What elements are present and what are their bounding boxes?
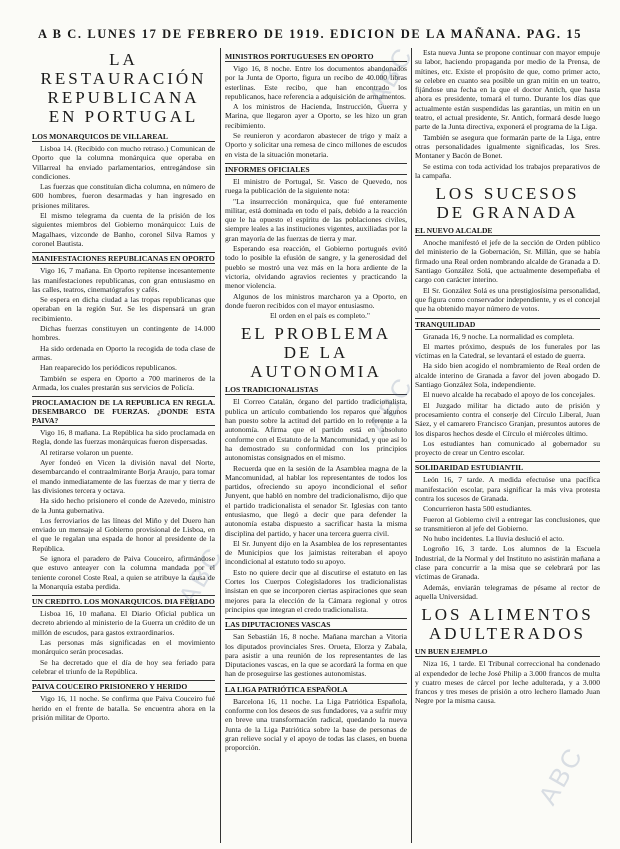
paragraph: Esperando esa reacción, el Gobierno portugués evitó todo lo posible la efusión de sangre, y la generosidad del pueblo se mostró una vez más en la hora ardiente de la victoria, olvidando agravios recientes y practicando la menor violencia. xyxy=(225,244,407,291)
column-1 xyxy=(32,48,215,843)
section-heading: LAS DIPUTACIONES VASCAS xyxy=(225,618,407,630)
section-heading: MANIFESTACIONES REPUBLICANAS EN OPORTO xyxy=(32,254,215,264)
paragraph: Vigo 16, 7 mañana. En Oporto repitense incesantemente las manifestaciones republicanas, con gran entusiasmo en las calles, teatros, cinematógrafos y cafés. xyxy=(32,266,215,294)
paragraph: Se ignora el paradero de Paiva Couceiro, afirmándose que estuvo anteayer con la columna mandada por el teniente coronel Coste Real, a quien se atribuye la causa de la Monarquía estaba perdida. xyxy=(32,553,215,591)
paragraph: Recuerda que en la sesión de la Asamblea magna de la Mancomunidad, al hablar los representantes de todos los partidos, ofreciendo su apoyo incondicional el señor Junyent, que habló en nombre del tradicionalismo, dijo que el partido tradicionalista el senador Sr. Iglesias con tanto entusiasmo, que llegó a decir que para defender la autonomía estaba dispuesto a sacrificar hasta la misma disciplina del partido, y hacer una tercera guerra civil. xyxy=(225,463,407,538)
paragraph: Se estima con toda actividad los trabajos preparativos de la campaña. xyxy=(415,161,600,180)
paragraph: El martes próximo, después de los funerales por las víctimas en la Catedral, se levantará el estado de guerra. xyxy=(415,341,600,361)
paragraph: El Correo Catalán, órgano del partido tradicionalista, publica un artículo combatiendo los reparos que algunos han puesto sobre la actitud del partido en lo referente a la autonomía. Afirma que el partido está en absoluto conforme con el Estatuto de la Mancomunidad, y que así lo ha demostrado su conformidad con los principios autonomistas consignados en el mismo. xyxy=(225,397,407,463)
section-heading: LA LIGA PATRIÓTICA ESPAÑOLA xyxy=(225,683,407,695)
column-2 xyxy=(225,48,407,843)
paragraph: También se espera en Oporto a 700 marineros de la Armada, los cuales prestarán sus servicios de Policía. xyxy=(32,373,215,392)
column-divider xyxy=(220,48,221,843)
headline-autonomia xyxy=(225,324,407,381)
paragraph: Niza 16, 1 tarde. El Tribunal correccional ha condenado al expendedor de leche José Philip a 3.000 francos de multa y cuatro meses de cárcel por leche adulterada, y a 3.000 francos y tres meses de prisión a otro lechero llamado Juan Negre por la misma causa. xyxy=(415,659,600,706)
paragraph: Los estudiantes han comunicado al gobernador su proyecto de crear un Centro escolar. xyxy=(415,438,600,458)
paragraph: Concurrieron hasta 500 estudiantes. xyxy=(423,504,532,514)
column-divider xyxy=(411,48,412,843)
paragraph: El Sr. González Solá es una prestigiosísima personalidad, que figura como conservador independiente, y es el concejal que ha obtenido mayor número de votos. xyxy=(415,285,600,314)
column-3 xyxy=(415,48,600,843)
paragraph: El ministro de Portugal, Sr. Vasco de Quevedo, nos ruega la publicación de la siguiente nota: xyxy=(225,176,407,196)
section-heading: SOLIDARIDAD ESTUDIANTIL xyxy=(415,461,600,473)
paragraph: San Sebastián 16, 8 noche. Mañana marchan a Vitoria los diputados provinciales Sres. Orueta, Elorza y Zabala, para asistir a una reunión de los representantes de las Diputaciones vascas, en la que se acordará la forma en que han de proseguirse las gestiones autonomistas. xyxy=(225,632,407,679)
paragraph: Ayer fondeó en Vicen la división naval del Norte, desembarcando el contraalmirante Borja Araujo, para tomar el mando inmediatamente de las fuerzas de mar y tierra de las divisiones tercera y octava. xyxy=(32,458,215,495)
paragraph: El Juzgado militar ha dictado auto de prisión y procesamiento contra el conserje del Círculo Liberal, Juan Sáez, y el camarero Francisco Granjan, presuntos autores de los disparos hechos desde el Círculo el miércoles último. xyxy=(415,400,600,438)
paragraph: Lisboa 14. (Recibido con mucho retraso.) Comunican de Oporto que la columna monárquica que operaba en Villarreal ha enviado parlamentarios, entregándose sin condiciones. xyxy=(32,144,215,181)
watermark: ABC xyxy=(362,370,420,440)
paragraph: Ha sido ordenada en Oporto la recogida de toda clase de armas. xyxy=(32,343,215,362)
paragraph: Algunos de los ministros marcharon ya a Oporto, en donde fueron recibidos con el mayor entusiasmo. xyxy=(225,291,407,310)
watermark: ABC xyxy=(362,40,420,110)
paragraph: Se ha decretado que el día de hoy sea feriado para celebrar el triunfo de la República. xyxy=(32,657,215,676)
paragraph: El nuevo alcalde ha recabado el apoyo de los concejales. xyxy=(423,390,596,400)
paragraph: León 16, 7 tarde. A medida efectuóse una pacífica manifestación escolar, para significar la más viva protesta contra los sucesos de Granada. xyxy=(415,475,600,503)
paragraph: Han reaparecido los periódicos republicanos. xyxy=(40,363,177,373)
headline-line: DE GRANADA xyxy=(436,203,579,223)
paragraph: Logroño 16, 3 tarde. Los alumnos de la Escuela Industrial, de la Normal y del Instituto no asistirán mañana a clase para concurrir a la misa que se celebrará por las víctimas de Granada. xyxy=(415,544,600,582)
headline-line: LOS SUCESOS xyxy=(435,184,580,204)
paragraph: Esta nueva Junta se propone continuar con mayor empuje su labor, haciendo propaganda por medio de la Prensa, de mítines, etc. Existe el propósito de que, como primer acto, se celebre en cuanto sea posible un gran mitin en un teatro, fijándose una fecha en la que el doctor Antich, que hasta ahora es presidente, tomará el turno. Durante los días que actualmente están suspendidas las garantías, un mitin en un teatro, el actual presidente, Sr. Antich, formará desde luego parte de la Junta directiva, exponerá el programa de la Liga. xyxy=(415,48,600,132)
headline-restauracion xyxy=(32,50,215,126)
paragraph: Dichas fuerzas constituyen un contingente de 14.000 hombres. xyxy=(32,324,215,343)
paragraph: También se asegura que formarán parte de la Liga, entre otras personalidades igualmente significadas, los Sres. Montaner y Bacón de Bonet. xyxy=(415,132,600,161)
headline-line: EN PORTUGAL xyxy=(48,107,199,126)
paragraph: Esto no quiere decir que al discutirse el estatuto en las Cortes los Cuerpos Colegisladores los tradicionalistas insistan en que se incorporen ciertas aspiraciones que sean mejores para la elección de la Cámara regional y otros principios que integran el credo tradicionalista. xyxy=(225,567,407,614)
paragraph: Las fuerzas que constituían dicha columna, en número de 600 hombres, fueron desarmadas y han ingresado en prisiones militares. xyxy=(32,182,215,210)
headline-granada xyxy=(415,184,600,222)
paragraph: Además, enviarán telegramas de pésame al rector de aquella Universidad. xyxy=(415,582,600,601)
paragraph: El mismo telegrama da cuenta de la prisión de los siguientes miembros del Gobierno monárquico: Luis de Magalhaes, vizconde de Banho, coronel Silva Ramos y coronel Bautista. xyxy=(32,211,215,248)
paragraph: A los ministros de Hacienda, Instrucción, Guerra y Marina, que llegaron ayer a Oporto, se les hizo un gran recibimiento. xyxy=(225,102,407,130)
paragraph: Al retirarse volaron un puente. xyxy=(40,447,133,457)
headline-line: EL PROBLEMA xyxy=(241,324,391,344)
paragraph: Fueron al Gobierno civil a entregar las conclusiones, que se transmitieron al jefe del Gobierno. xyxy=(415,514,600,533)
paragraph: Lisboa 16, 10 mañana. El Diario Oficial publica un decreto abriendo al ministerio de la Guerra un crédito de un millón de escudos, para gastos extraordinarios. xyxy=(32,609,215,637)
section-heading: INFORMES OFICIALES xyxy=(225,163,407,175)
section-heading: EL NUEVO ALCALDE xyxy=(415,226,600,236)
section-heading: TRANQUILIDAD xyxy=(415,318,600,330)
paragraph: El orden en el país es completo." xyxy=(270,311,370,321)
paragraph: Vigo 16, 8 noche. Entre los documentos abandonados por la Junta de Oporto, figura un recibo de 40.000 libras esterlinas. Este recibo, que han encontrado los republicanos, hace referencia a adquisición de armamentos. xyxy=(225,64,407,101)
paragraph: Anoche manifestó el jefe de la sección de Orden público del ministerio de la Gobernación, Sr. Millán, que se había firmado una Real orden nombrando alcalde de Granada a D. Santiago González Solá, que actualmente desempeñaba el cargo con carácter interino. xyxy=(415,238,600,285)
paragraph: Las personas más significadas en el movimiento monárquico serán procesadas. xyxy=(32,638,215,657)
paragraph: Los ferroviarios de las líneas del Miño y del Duero han enviado un mensaje al Gobierno provisional de Lisboa, en el que le regalan una espada de honor al presidente de la República. xyxy=(32,515,215,553)
page-header: A B C. LUNES 17 DE FEBRERO DE 1919. EDICION DE LA MAÑANA. PAG. 15 xyxy=(37,27,583,41)
headline-line: REPUBLICANA xyxy=(47,88,200,107)
section-heading: PROCLAMACION DE LA REPUBLICA EN REGLA. DESEMBARCO DE FUERZAS. ¿DONDE ESTA PAIVA? xyxy=(32,398,215,426)
paragraph: Vigo 16, 11 noche. Se confirma que Paiva Couceiro fué herido en el frente de batalla. Se encuentra ahora en la prisión militar de Oporto. xyxy=(32,694,215,722)
headline-line: DE LA AUTONOMIA xyxy=(250,343,382,382)
paragraph: Se reunieron y acordaron abastecer de trigo y maíz a Oporto y solicitar una remesa de cinco millones de escudos en vista de la situación monetaria. xyxy=(225,131,407,159)
paragraph: El Sr. Junyent dijo en la Asamblea de los representantes de Municipios que los jaimistas reiteraban el apoyo incondicional al estatuto todo su apoyo. xyxy=(225,538,407,567)
headline-line: LA RESTAURACIÓN xyxy=(40,50,207,88)
headline-alimentos xyxy=(415,605,600,643)
section-heading: UN BUEN EJEMPLO xyxy=(415,647,600,657)
paragraph: No hubo incidentes. La lluvia deslució el acto. xyxy=(423,534,565,544)
paragraph: Se espera en dicha ciudad a las tropas republicanas que operaban en la región Sur. Se les dispensará un gran recibimiento. xyxy=(32,295,215,323)
paragraph: Barcelona 16, 11 noche. La Liga Patriótica Española, conforme con los deseos de sus fundadores, va a sufrir muy en breve una transformación radical, quedando la nueva Junta de la Liga Patriótica sobre la base de personas de gran relieve social y el apoyo de todas las clases, en buena proporción. xyxy=(225,696,407,753)
section-heading: PAIVA COUCEIRO PRISIONERO Y HERIDO xyxy=(32,680,215,692)
section-heading: UN CREDITO. LOS MONARQUICOS. DIA FERIADO xyxy=(32,597,215,607)
paragraph: Granada 16, 9 noche. La normalidad es completa. xyxy=(423,331,574,341)
headline-line: LOS ALIMENTOS xyxy=(421,605,594,625)
paragraph: Vigo 16, 8 mañana. La República ha sido proclamada en Regla, donde las fuerzas monárquicas fueron dispersadas. xyxy=(32,428,215,447)
section-heading: MINISTROS PORTUGUESES EN OPORTO xyxy=(225,52,407,62)
paragraph: Ha sido bien acogido el nombramiento de Real orden de alcalde interino de Granada a favor del joven abogado D. Santiago González Sola, independiente. xyxy=(415,361,600,390)
watermark: ABC xyxy=(532,740,590,810)
section-heading: LOS MONARQUICOS DE VILLAREAL xyxy=(32,132,215,142)
watermark: ABC xyxy=(172,540,230,610)
headline-line: ADULTERADOS xyxy=(428,624,587,644)
paragraph: "La insurrección monárquica, que fué enteramente militar, está dominada en todo el país, debido a la reacción que le ha opuesto el espíritu de las poblaciones civiles, siempre leales a las instituciones vigentes, auxiliadas por la gran mayoría de las fuerzas de tierra y mar. xyxy=(225,196,407,243)
paragraph: Ha sido hecho prisionero el conde de Azevedo, ministro de la Junta gubernativa. xyxy=(32,496,215,515)
section-heading: LOS TRADICIONALISTAS xyxy=(225,385,407,395)
